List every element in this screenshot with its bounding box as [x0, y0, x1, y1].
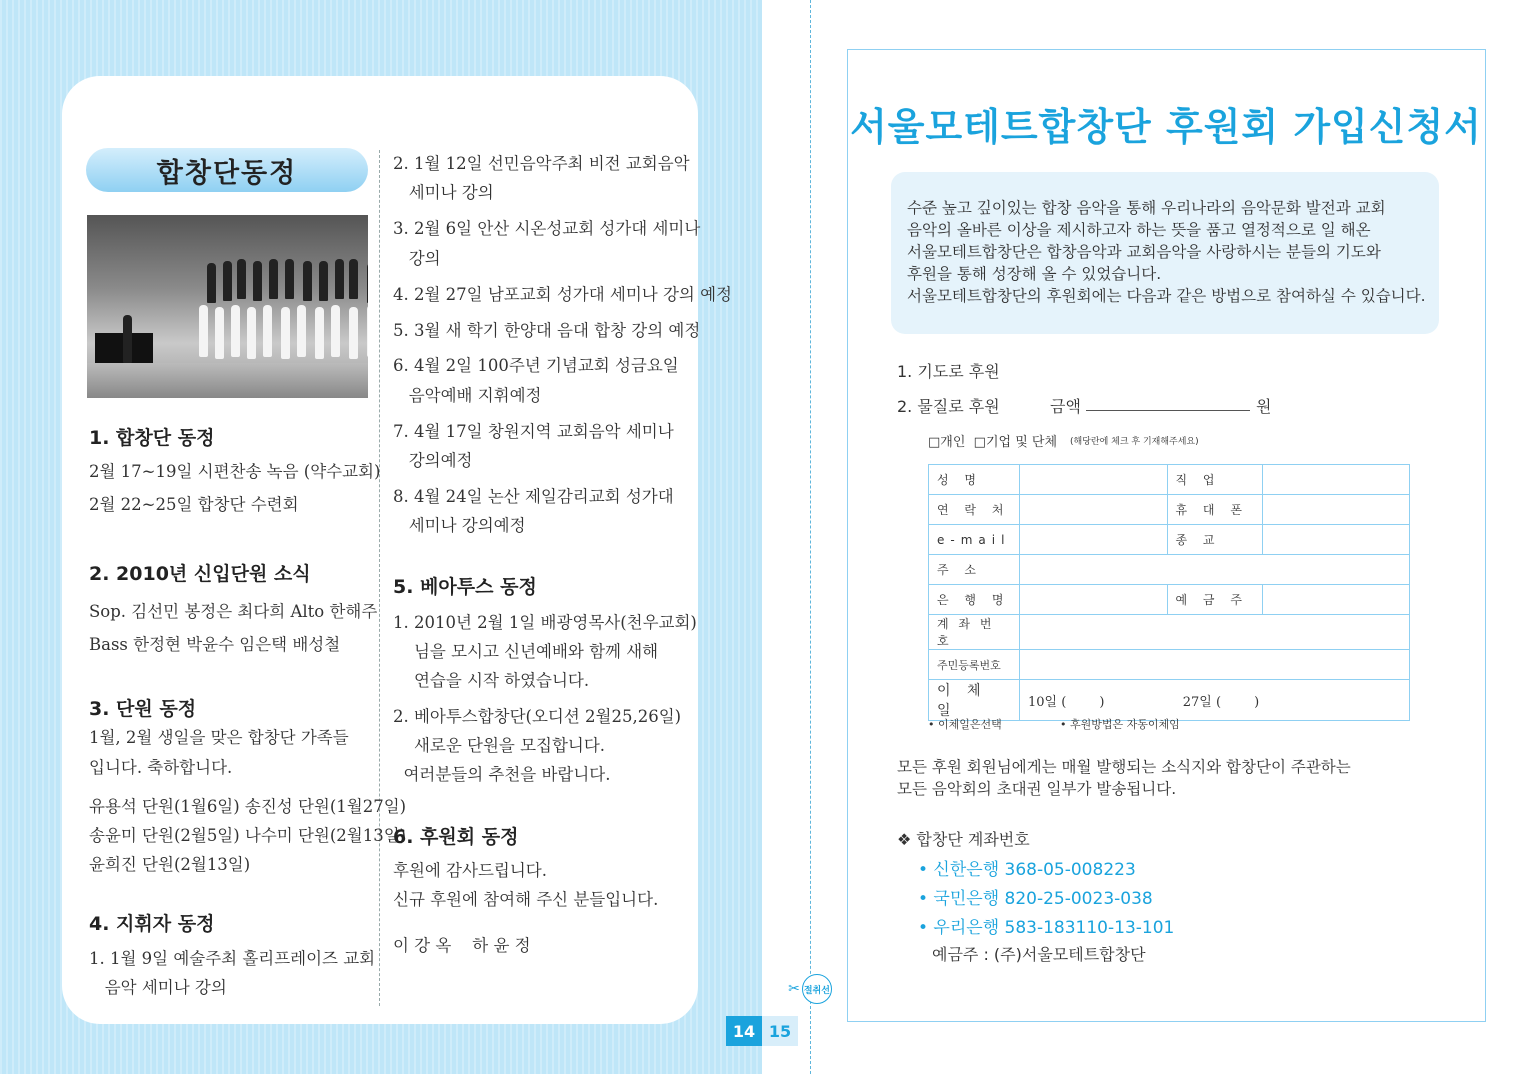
text-line: 8. 4월 24일 논산 제일감리교회 성가대 [393, 487, 674, 506]
photo-conductor [123, 315, 132, 363]
page-number-left: 14 [726, 1016, 762, 1046]
text-line: 1월, 2월 생일을 맞은 합창단 가족들 [89, 728, 349, 747]
scissors-icon: ✂ [788, 981, 800, 997]
page-number-right: 15 [762, 1016, 798, 1046]
text-line: 3. 2월 6일 안산 시온성교회 성가대 세미나 [393, 219, 701, 238]
text-line: 5. 3월 새 학기 한양대 음대 합창 강의 예정 [393, 321, 701, 340]
label-account: 계 좌 번 호 [929, 615, 1020, 650]
donor-type-checkboxes[interactable]: □개인 □기업 및 단체 [928, 435, 1058, 450]
text-line: Sop. 김선민 봉정은 최다희 Alto 한해주 [89, 602, 378, 621]
text-line: 2월 22~25일 합창단 수련회 [89, 495, 299, 514]
text-line: 2. 1월 12일 선민음악주최 비전 교회음악 [393, 154, 690, 173]
text-line: 송윤미 단원(2월5일) 나수미 단원(2월13일) [89, 826, 407, 845]
accounts-title: ❖ 합창단 계좌번호 [897, 830, 1030, 849]
choir-photo [87, 215, 368, 398]
amount-unit: 원 [1256, 397, 1272, 416]
text-line: 세미나 강의 [393, 183, 494, 202]
intro-line: 수준 높고 깊이있는 합창 음악을 통해 우리나라의 음악문화 발전과 교회 [907, 199, 1386, 217]
field-address[interactable] [1020, 555, 1410, 585]
label-resident-id: 주민등록번호 [929, 650, 1020, 680]
text-line: 세미나 강의예정 [393, 516, 526, 535]
label-address: 주 소 [929, 555, 1020, 585]
field-resident-id[interactable] [1020, 650, 1410, 680]
label-name: 성 명 [929, 465, 1020, 495]
account-shinhan: • 신한은행 368-05-008223 [918, 860, 1136, 880]
field-transfer-day[interactable] [1020, 680, 1410, 721]
label-bank: 은 행 명 [929, 585, 1020, 615]
heading-choir-news: 1. 합창단 동정 [89, 427, 215, 449]
text-line: 연습을 시작 하였습니다. [393, 671, 590, 690]
label-email: e-mail [929, 525, 1020, 555]
benefit-line-2: 모든 음악회의 초대권 일부가 발송됩니다. [897, 780, 1177, 798]
text-line: 2월 17~19일 시편찬송 녹음 (약수교회) [89, 462, 381, 481]
text-line: 새로운 단원을 모집합니다. [393, 736, 606, 755]
label-religion: 종 교 [1167, 525, 1262, 555]
heading-member-news: 3. 단원 동정 [89, 698, 197, 720]
text-line: Bass 한정현 박윤수 임은택 배성철 [89, 635, 341, 654]
text-line: 이 강 옥 하 윤 정 [393, 936, 531, 955]
option-financial: 2. 물질로 후원 [897, 397, 1000, 416]
field-holder[interactable] [1262, 585, 1410, 615]
field-account[interactable] [1020, 615, 1410, 650]
option-prayer: 1. 기도로 후원 [897, 362, 1000, 381]
intro-line: 서울모테트합창단은 합창음악과 교회음악을 사랑하시는 분들의 기도와 [907, 243, 1381, 261]
intro-line: 음악의 올바른 이상을 제시하고자 하는 뜻을 품고 열정적으로 일 해온 [907, 221, 1371, 239]
amount-field[interactable] [1086, 410, 1250, 411]
text-line: 4. 2월 27일 남포교회 성가대 세미나 강의 예정 [393, 285, 732, 304]
label-holder: 예 금 주 [1167, 585, 1262, 615]
heading-supporters-news: 6. 후원회 동정 [393, 826, 519, 848]
text-line: 여러분들의 추천을 바랍니다. [393, 765, 611, 784]
field-religion[interactable] [1262, 525, 1410, 555]
amount-label: 금액 [1050, 397, 1081, 416]
label-contact: 연 락 처 [929, 495, 1020, 525]
field-contact[interactable] [1020, 495, 1168, 525]
text-line: 후원에 감사드립니다. [393, 861, 547, 880]
text-line: 님을 모시고 신년예배와 함께 새해 [393, 642, 659, 661]
heading-new-members: 2. 2010년 신입단원 소식 [89, 563, 311, 585]
text-line: 6. 4월 2일 100주년 기념교회 성금요일 [393, 356, 679, 375]
label-transfer-day: 이 체 일 [929, 680, 1020, 721]
heading-conductor-news: 4. 지휘자 동정 [89, 913, 215, 935]
text-line: 2. 베아투스합창단(오디션 2월25,26일) [393, 707, 682, 726]
account-holder: 예금주 : (주)서울모테트합창단 [932, 945, 1146, 964]
field-mobile[interactable] [1262, 495, 1410, 525]
field-job[interactable] [1262, 465, 1410, 495]
form-title: 서울모테트합창단 후원회 가입신청서 [850, 105, 1482, 149]
transfer-day-10[interactable]: 10일 ( ) [1028, 694, 1105, 710]
intro-line: 후원을 통해 성장해 올 수 있었습니다. [907, 265, 1162, 283]
text-line: 7. 4월 17일 창원지역 교회음악 세미나 [393, 422, 674, 441]
text-line: 유용석 단원(1월6일) 송진성 단원(1월27일) [89, 797, 407, 816]
label-mobile: 휴 대 폰 [1167, 495, 1262, 525]
cut-label: 절취선 [802, 974, 832, 1004]
benefit-line-1: 모든 후원 회원님에게는 매월 발행되는 소식지와 합창단이 주관하는 [897, 758, 1351, 776]
column-divider [379, 150, 380, 1006]
donor-info-table [928, 464, 1410, 721]
text-line: 입니다. 축하합니다. [89, 758, 233, 777]
text-line: 음악 세미나 강의 [89, 978, 227, 997]
donor-type-note: (해당란에 체크 후 기재해주세요) [1070, 437, 1199, 447]
photo-stage [87, 363, 368, 398]
account-kookmin: • 국민은행 820-25-0023-038 [918, 889, 1153, 909]
text-line: 1. 2010년 2월 1일 배광영목사(천우교회) [393, 613, 697, 632]
note-method: • 후원방법은 자동이체임 [1060, 718, 1180, 731]
field-email[interactable] [1020, 525, 1168, 555]
note-transfer-day: • 이체일은선택 [928, 718, 1002, 731]
text-line: 강의예정 [393, 451, 473, 470]
account-woori: • 우리은행 583-183110-13-101 [918, 918, 1175, 938]
cut-marker [786, 972, 834, 1006]
field-name[interactable] [1020, 465, 1168, 495]
heading-beatus-news: 5. 베아투스 동정 [393, 576, 537, 598]
label-job: 직 업 [1167, 465, 1262, 495]
text-line: 강의 [393, 249, 441, 268]
cut-line [810, 0, 811, 1074]
text-line: 음악예배 지휘예정 [393, 386, 542, 405]
field-bank[interactable] [1020, 585, 1168, 615]
text-line: 윤희진 단원(2월13일) [89, 855, 251, 874]
text-line: 신규 후원에 참여해 주신 분들입니다. [393, 890, 659, 909]
transfer-day-27[interactable]: 27일 ( ) [1182, 694, 1260, 710]
section-title: 합창단동정 [86, 148, 368, 192]
text-line: 1. 1월 9일 예술주최 홀리프레이즈 교회 [89, 949, 376, 968]
intro-line: 서울모테트합창단의 후원회에는 다음과 같은 방법으로 참여하실 수 있습니다. [907, 287, 1426, 305]
